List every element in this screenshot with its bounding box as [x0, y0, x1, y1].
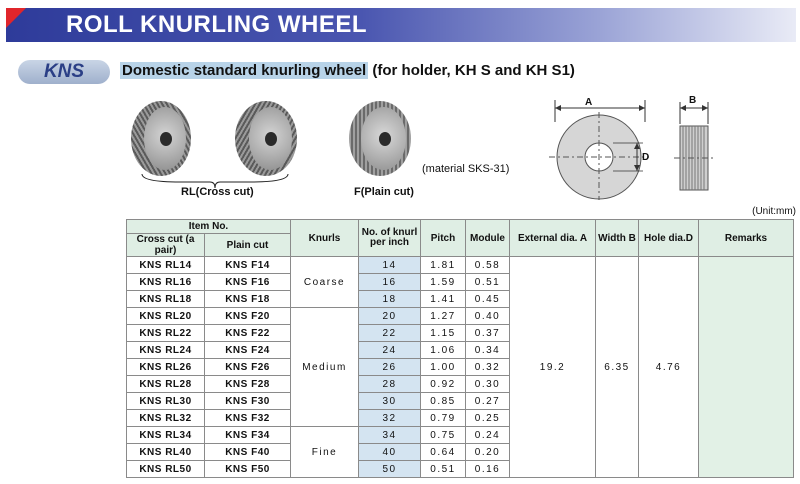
subtitle-rest: (for holder, KH S and KH S1): [368, 62, 575, 79]
width-value: 6.35: [596, 257, 639, 478]
plain-cut-cell: KNS F22: [205, 325, 291, 342]
npi-cell: 50: [359, 461, 421, 478]
module-cell: 0.37: [466, 325, 510, 342]
pitch-cell: 0.51: [421, 461, 466, 478]
module-cell: 0.40: [466, 308, 510, 325]
dim-a-label: A: [585, 97, 593, 108]
f-caption: F(Plain cut): [354, 186, 414, 198]
module-cell: 0.24: [466, 427, 510, 444]
remarks-cell: [699, 257, 794, 478]
subtitle-highlight: Domestic standard knurling wheel: [122, 62, 367, 79]
spec-table: [126, 219, 794, 478]
npi-header: No. of knurl per inch: [359, 220, 421, 257]
pitch-cell: 0.92: [421, 376, 466, 393]
npi-cell: 16: [359, 274, 421, 291]
module-header: Module: [466, 220, 510, 257]
module-cell: 0.30: [466, 376, 510, 393]
cross-cut-cell: KNS RL24: [127, 342, 205, 359]
pitch-cell: 1.00: [421, 359, 466, 376]
knurls-group-fine: Fine: [291, 427, 359, 478]
plain-cut-cell: KNS F18: [205, 291, 291, 308]
front-view-drawing: [535, 92, 665, 202]
npi-cell: 22: [359, 325, 421, 342]
cross-cut-cell: KNS RL50: [127, 461, 205, 478]
module-cell: 0.16: [466, 461, 510, 478]
pitch-cell: 1.59: [421, 274, 466, 291]
width-header: Width B: [596, 220, 639, 257]
side-view-drawing: [670, 98, 720, 198]
cross-cut-header: Cross cut (a pair): [127, 234, 205, 257]
npi-cell: 30: [359, 393, 421, 410]
item-no-header: Item No.: [127, 220, 291, 234]
hole-dia-value: 4.76: [639, 257, 699, 478]
npi-cell: 28: [359, 376, 421, 393]
npi-cell: 26: [359, 359, 421, 376]
knurls-group-medium: Medium: [291, 308, 359, 427]
title-banner: [6, 8, 796, 42]
plain-cut-wheel-image: [349, 101, 411, 176]
plain-cut-cell: KNS F40: [205, 444, 291, 461]
series-subtitle: [120, 62, 575, 79]
series-code-badge: KNS: [18, 60, 110, 84]
cross-cut-cell: KNS RL20: [127, 308, 205, 325]
cross-cut-cell: KNS RL14: [127, 257, 205, 274]
external-dia-value: 19.2: [510, 257, 596, 478]
cross-cut-cell: KNS RL28: [127, 376, 205, 393]
plain-cut-cell: KNS F32: [205, 410, 291, 427]
module-cell: 0.20: [466, 444, 510, 461]
pitch-cell: 1.27: [421, 308, 466, 325]
plain-cut-cell: KNS F50: [205, 461, 291, 478]
plain-cut-cell: KNS F30: [205, 393, 291, 410]
cross-cut-cell: KNS RL40: [127, 444, 205, 461]
material-note: (material SKS-31): [422, 163, 510, 175]
plain-cut-cell: KNS F34: [205, 427, 291, 444]
table-row: [127, 257, 794, 274]
module-cell: 0.51: [466, 274, 510, 291]
cross-cut-cell: KNS RL22: [127, 325, 205, 342]
hole-dia-header: Hole dia.D: [639, 220, 699, 257]
npi-cell: 20: [359, 308, 421, 325]
module-cell: 0.45: [466, 291, 510, 308]
unit-label: (Unit:mm): [752, 206, 796, 217]
plain-cut-cell: KNS F28: [205, 376, 291, 393]
plain-cut-cell: KNS F16: [205, 274, 291, 291]
pitch-cell: 1.81: [421, 257, 466, 274]
cross-cut-cell: KNS RL16: [127, 274, 205, 291]
pitch-cell: 1.15: [421, 325, 466, 342]
knurls-header: Knurls: [291, 220, 359, 257]
cross-cut-cell: KNS RL34: [127, 427, 205, 444]
knurls-group-coarse: Coarse: [291, 257, 359, 308]
plain-cut-header: Plain cut: [205, 234, 291, 257]
cross-cut-cell: KNS RL18: [127, 291, 205, 308]
pitch-cell: 1.41: [421, 291, 466, 308]
module-cell: 0.34: [466, 342, 510, 359]
plain-cut-cell: KNS F26: [205, 359, 291, 376]
npi-cell: 24: [359, 342, 421, 359]
plain-cut-cell: KNS F14: [205, 257, 291, 274]
pitch-cell: 0.85: [421, 393, 466, 410]
page-title: ROLL KNURLING WHEEL: [66, 11, 368, 38]
npi-cell: 14: [359, 257, 421, 274]
module-cell: 0.58: [466, 257, 510, 274]
external-dia-header: External dia. A: [510, 220, 596, 257]
dim-b-label: B: [689, 95, 697, 106]
pitch-cell: 1.06: [421, 342, 466, 359]
pitch-cell: 0.79: [421, 410, 466, 427]
plain-cut-cell: KNS F20: [205, 308, 291, 325]
npi-cell: 34: [359, 427, 421, 444]
red-corner-accent: [6, 8, 26, 28]
cross-cut-wheel-right-image: [235, 101, 297, 176]
remarks-header: Remarks: [699, 220, 794, 257]
cross-cut-wheel-left-image: [131, 101, 191, 176]
rl-caption: RL(Cross cut): [181, 186, 254, 198]
module-cell: 0.27: [466, 393, 510, 410]
pitch-cell: 0.75: [421, 427, 466, 444]
npi-cell: 32: [359, 410, 421, 427]
module-cell: 0.32: [466, 359, 510, 376]
module-cell: 0.25: [466, 410, 510, 427]
npi-cell: 40: [359, 444, 421, 461]
npi-cell: 18: [359, 291, 421, 308]
dim-d-label: D: [642, 152, 650, 163]
cross-cut-cell: KNS RL32: [127, 410, 205, 427]
cross-cut-cell: KNS RL30: [127, 393, 205, 410]
cross-cut-cell: KNS RL26: [127, 359, 205, 376]
plain-cut-cell: KNS F24: [205, 342, 291, 359]
pitch-header: Pitch: [421, 220, 466, 257]
pitch-cell: 0.64: [421, 444, 466, 461]
